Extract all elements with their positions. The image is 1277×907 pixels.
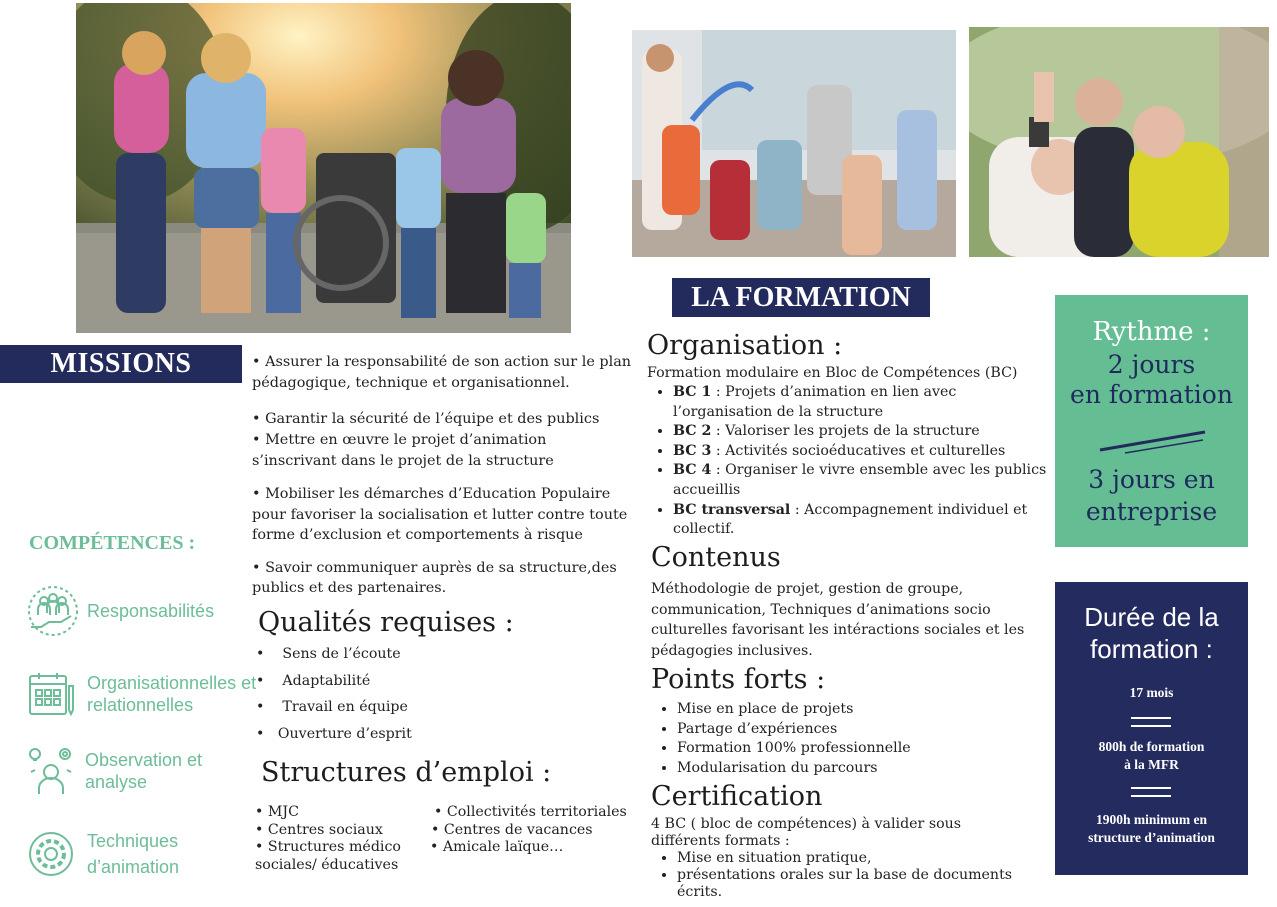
qualite-item: • Sens de l’écoute — [256, 646, 401, 662]
duree-months: 17 mois — [1129, 685, 1174, 700]
structures-col1 — [255, 804, 425, 874]
mission-item: • Assurer la responsabilité de son action sur le plan pédagogique, technique et organisationnel. — [252, 354, 632, 391]
duree-hours: 1900h minimum en — [1095, 812, 1207, 827]
competence-techniques — [27, 825, 247, 883]
certification-item: • présentations orales sur la base de documents écrits. — [677, 867, 1057, 901]
rythme-line: 3 jours en — [1088, 465, 1215, 494]
person-ideas-icon — [27, 746, 75, 796]
mission-item: • Garantir la sécurité de l’équipe et des publics — [252, 411, 600, 427]
contenus-title: Contenus — [651, 542, 781, 573]
bc-item: • BC 3 : Activités socioéducatives et culturelles — [673, 442, 1058, 462]
competence-observation — [27, 745, 247, 797]
gear-icon — [27, 830, 75, 878]
mission-item: • Mobiliser les démarches d’Education Populaire pour favoriser la socialisation et lutter contre toute forme d’exclusion et comportements à risque — [252, 486, 628, 543]
duree-hours: à la MFR — [1124, 757, 1179, 772]
competence-label: Observation et analyse — [85, 750, 203, 792]
point-fort-item: • Modularisation du parcours — [677, 759, 1057, 779]
separator-double — [1131, 787, 1171, 797]
qualites-list — [256, 646, 412, 752]
bc-item: • BC 2 : Valoriser les projets de la structure — [673, 422, 1058, 442]
competence-label: Responsabilités — [87, 601, 215, 621]
rythme-box — [1055, 295, 1248, 547]
family-walking-photo — [76, 3, 571, 333]
qualite-item: • Adaptabilité — [256, 672, 371, 689]
duree-title: Durée de la — [1084, 602, 1219, 632]
seniors-selfie-photo — [969, 27, 1269, 257]
structure-item: • MJC — [255, 804, 299, 820]
point-fort-item: • Formation 100% professionnelle — [677, 739, 1057, 759]
qualite-item: • Travail en équipe — [256, 699, 408, 715]
duree-title: formation : — [1090, 634, 1213, 664]
structures-title: Structures d’emploi : — [261, 757, 552, 788]
missions-title: MISSIONS — [0, 345, 242, 383]
contenus-text: Méthodologie de projet, gestion de groupe, communication, Techniques d’animations socio culturelles favorisant les intéractions sociales et les pédagogies inclusives. — [651, 581, 1025, 659]
certification-list — [651, 850, 1057, 901]
bc-item: • BC 4 : Organiser le vivre ensemble avec les publics accueillis — [673, 461, 1058, 500]
rythme-line: en formation — [1070, 380, 1233, 409]
points-forts-title: Points forts : — [651, 664, 826, 695]
qualite-item: • Ouverture d’esprit — [256, 725, 412, 742]
qualites-title: Qualités requises : — [258, 607, 514, 638]
mission-item: • Mettre en œuvre le projet d’animation s’inscrivant dans le projet de la structure — [252, 432, 554, 469]
duree-hours: structure d’animation — [1088, 830, 1215, 845]
structure-item: • Structures médico sociales/ éducatives — [255, 839, 401, 873]
competence-organisationnelles — [27, 668, 257, 720]
structures-col2 — [430, 804, 635, 857]
mission-item: • Savoir communiquer auprès de sa structure,des publics et des partenaires. — [252, 559, 617, 596]
structure-item: • Collectivités territoriales — [434, 804, 627, 820]
point-fort-item: • Partage d’expériences — [677, 720, 1057, 740]
competence-responsabilites — [27, 585, 247, 637]
structure-item: • Centres sociaux — [255, 821, 383, 838]
missions-list — [252, 352, 632, 599]
point-fort-item: • Mise en place de projets — [677, 700, 1057, 720]
duree-hours: 800h de formation — [1098, 739, 1205, 754]
points-forts-list — [651, 700, 1057, 778]
structure-item: • Amicale laïque… — [430, 839, 564, 855]
certification-title: Certification — [651, 781, 823, 812]
calendar-icon — [27, 670, 75, 718]
rythme-line: entreprise — [1085, 497, 1218, 526]
competence-label: Organisationnelles et relationnelles — [87, 673, 257, 715]
competence-label: Techniques d’animation — [87, 831, 180, 877]
duree-box — [1055, 582, 1248, 875]
separator-double — [1131, 717, 1171, 727]
organisation-intro: Formation modulaire en Bloc de Compétences (BC) — [647, 365, 1018, 381]
organisation-list — [647, 383, 1058, 540]
structure-item: • Centres de vacances — [431, 821, 593, 838]
certification-item: • Mise en situation pratique, — [677, 850, 1057, 867]
team-hand-icon — [27, 585, 79, 637]
rythme-title: Rythme : — [1092, 317, 1211, 347]
separator-lines — [1055, 427, 1248, 467]
formation-title: LA FORMATION — [672, 278, 930, 317]
organisation-title: Organisation : — [647, 330, 843, 361]
competences-title: COMPÉTENCES : — [29, 532, 196, 554]
certification-intro: 4 BC ( bloc de compétences) à valider sous différents formats : — [651, 816, 962, 849]
bc-item: • BC transversal : Accompagnement individuel et collectif. — [673, 501, 1058, 540]
rythme-line: 2 jours — [1107, 350, 1196, 379]
bc-item: • BC 1 : Projets d’animation en lien avec l’organisation de la structure — [673, 383, 1058, 422]
children-activity-photo — [632, 30, 956, 257]
